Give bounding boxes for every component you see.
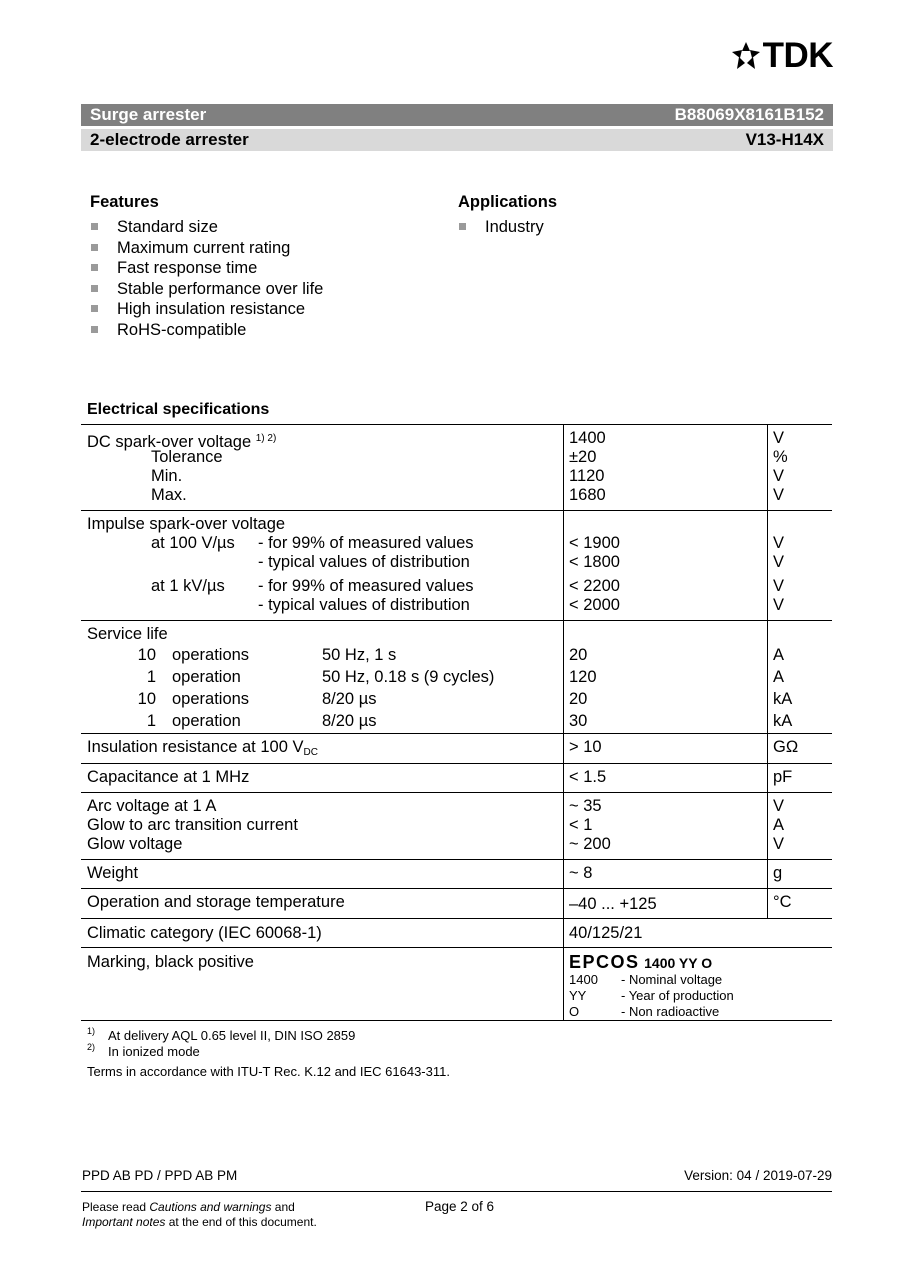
- table-row: Impulse spark-over voltage at 100 V/µs - for 99% of measured values - typical values of distribution at 1 kV/µs - for 99% of measured values - typical values of distribution < 1900 < 1800 < 2200 < 2000 V V V V: [81, 511, 832, 621]
- bullet-icon: [91, 285, 98, 292]
- table-row: Weight ~ 8 g: [81, 860, 832, 889]
- table-row: Capacitance at 1 MHz < 1.5 pF: [81, 764, 832, 793]
- marking-code: EPCOS 1400 YY O: [569, 952, 713, 972]
- type-code: V13-H14X: [745, 130, 824, 149]
- table-row: Operation and storage temperature –40 ... +125 °C: [81, 889, 832, 919]
- table-row: Insulation resistance at 100 $V_{DC}$ > 10 GΩ: [81, 734, 832, 764]
- applications-heading: Applications: [458, 193, 558, 211]
- spec-title: Electrical specifications: [87, 401, 270, 418]
- product-subtitle: 2-electrode arrester: [90, 130, 249, 149]
- tdk-star-icon: [731, 41, 761, 71]
- list-item: Industry: [458, 217, 557, 238]
- page-number: Page 2 of 6: [425, 1199, 495, 1214]
- applications-list: [458, 217, 557, 238]
- table-row: Climatic category (IEC 60068-1) 40/125/21: [81, 919, 832, 948]
- table-row: Marking, black positive EPCOS 1400 YY O 1400 - Nominal voltage YY - Year of production O - Non radioactive: [81, 948, 832, 1021]
- features-section: [90, 193, 323, 341]
- bullet-icon: [459, 223, 466, 230]
- spec-table: [81, 424, 832, 1021]
- footer-department: PPD AB PD / PPD AB PM: [82, 1168, 238, 1183]
- footer-divider: [81, 1191, 832, 1192]
- bullet-icon: [91, 326, 98, 333]
- bullet-icon: [91, 305, 98, 312]
- bullet-icon: [91, 264, 98, 271]
- applications-section: [458, 193, 557, 238]
- footer-note: Please read Cautions and warnings and Important notes at the end of this document.: [82, 1200, 317, 1229]
- epcos-brand: EPCOS: [569, 952, 640, 972]
- bullet-icon: [91, 244, 98, 251]
- footer-version: Version: 04 / 2019-07-29: [684, 1168, 832, 1183]
- list-item: Stable performance over life: [90, 279, 323, 300]
- part-number: B88069X8161B152: [674, 105, 824, 124]
- terms-note: Terms in accordance with ITU-T Rec. K.12 and IEC 61643-311.: [87, 1064, 450, 1079]
- list-item: High insulation resistance: [90, 299, 323, 320]
- logo-text: TDK: [762, 36, 833, 75]
- features-heading: Features: [90, 193, 159, 211]
- table-row: Service life 10 operations 50 Hz, 1 s 1 operation 50 Hz, 0.18 s (9 cycles) 10 operations 8/20 µs 1 operation 8/20 µs 20 120 20 30 A A kA kA: [81, 621, 832, 734]
- features-list: [90, 217, 323, 341]
- footnote-1: $^{1)}$ At delivery AQL 0.65 level II, DIN ISO 2859: [87, 1026, 356, 1043]
- list-item: RoHS-compatible: [90, 320, 323, 341]
- list-item: Standard size: [90, 217, 323, 238]
- list-item: Maximum current rating: [90, 238, 323, 259]
- table-row: Arc voltage at 1 A Glow to arc transition current Glow voltage ~ 35 < 1 ~ 200 V A V: [81, 793, 832, 860]
- bullet-icon: [91, 223, 98, 230]
- product-title: Surge arrester: [90, 105, 207, 124]
- header-bar-primary: [81, 104, 833, 126]
- list-item: Fast response time: [90, 258, 323, 279]
- tdk-logo: [731, 36, 833, 75]
- header-bar-secondary: [81, 129, 833, 151]
- footnote-2: $^{2)}$ In ionized mode: [87, 1042, 200, 1059]
- table-row: DC spark-over voltage $^{1) 2)}$ Tolerance Min. Max. 1400 ±20 1120 1680 V % V V: [81, 425, 832, 511]
